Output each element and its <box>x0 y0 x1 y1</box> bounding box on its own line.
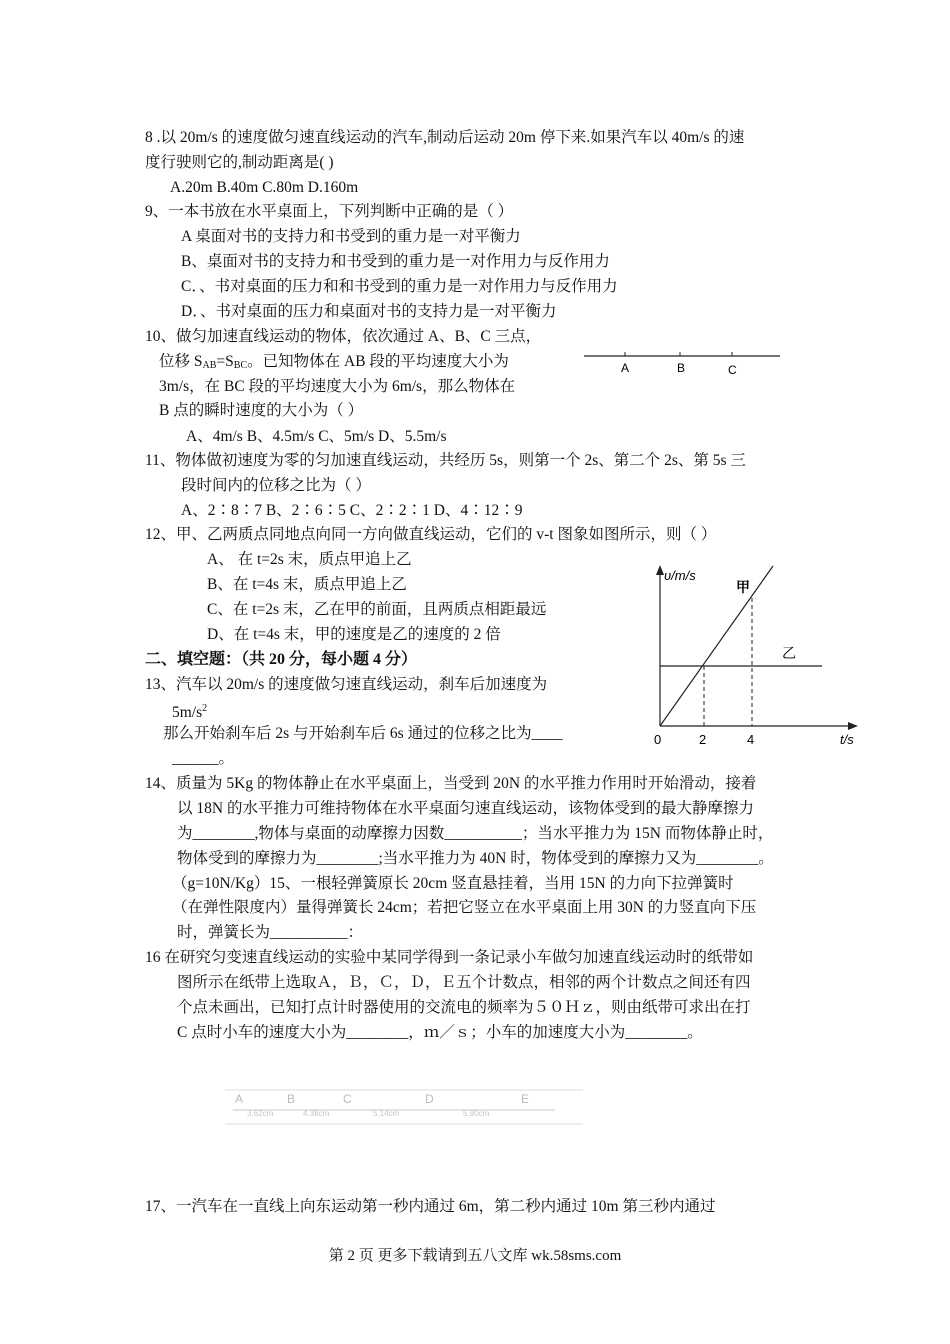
q12-stem: 12、甲、乙两质点同地点向同一方向做直线运动，它们的 v-t 图象如图所示，则（ ） <box>145 526 717 543</box>
q10-line3: 3m/s，在 BC 段的平均速度大小为 6m/s，那么物体在 <box>159 378 516 395</box>
q11-options: A、2∶8∶7 B、2∶6∶5 C、2∶2∶1 D、4∶12∶9 <box>181 502 523 519</box>
vt-tick-4: 4 <box>747 732 755 747</box>
q9-option-d: D．、书对桌面的压力和桌面对书的支持力是一对平衡力 <box>181 303 557 320</box>
q14-line1: 14、质量为 5Kg 的物体静止在水平桌面上，当受到 20N 的水平推力作用时开始滑动，接着 <box>145 775 757 792</box>
page-footer: 第 2 页 更多下载请到五八文库 wk.58sms.com <box>328 1248 622 1264</box>
q12-option-c: C、在 t=2s 末，乙在甲的前面，且两质点相距最远 <box>207 601 547 618</box>
q17-line1: 17、一汽车在一直线上向东运动第一秒内通过 6m，第二秒内通过 10m 第三秒内通过 <box>145 1198 716 1215</box>
q11-line2: 段时间内的位移之比为（ ） <box>181 477 371 494</box>
tape-label-b: B <box>287 1092 296 1106</box>
section-fill-in-blank-title: 二、填空题：（共 20 分，每小题 4 分） <box>145 651 418 668</box>
q8-line2: 度行驶则它的,制动距离是( ) <box>145 154 334 171</box>
vt-tick-2: 2 <box>699 732 707 747</box>
tape-measure-bc: 4.38cm <box>303 1109 330 1118</box>
vt-origin: 0 <box>654 732 662 747</box>
q15-line1: （g=10N/Kg）15、一根轻弹簧原长 20cm 竖直悬挂着，当用 15N 的力向下拉弹簧时 <box>172 875 734 892</box>
q13-unit: 5m/s <box>172 704 203 721</box>
q9-stem: 9、一本书放在水平桌面上，下列判断中正确的是（ ） <box>145 203 514 220</box>
q13-line1: 13、汽车以 20m/s 的速度做匀速直线运动，刹车后加速度为 <box>145 676 548 693</box>
q14-line4: 物体受到的摩擦力为________;当水平推力为 40N 时，物体受到的摩擦力又为________。 <box>177 850 774 867</box>
q15-line3: 时，弹簧长为__________： <box>177 924 364 941</box>
q13-line4: ______。 <box>172 750 235 767</box>
q8-line1: 8 .以 20m/s 的速度做匀速直线运动的汽车,制动后运动 20m 停下来.如果汽车以 40m/s 的速 <box>145 129 745 146</box>
tape-label-a: A <box>235 1092 244 1106</box>
vt-y-axis-label: υ/m/s <box>664 568 696 583</box>
q10-options: A、4m/s B、4.5m/s C、5m/s D、5.5m/s <box>186 428 447 445</box>
q8-options: A.20m B.40m C.80m D.160m <box>170 179 359 196</box>
q12-option-d: D、在 t=4s 末，甲的速度是乙的速度的 2 倍 <box>207 626 501 643</box>
q10-line2-mid: =S <box>216 353 234 370</box>
abc-line-figure <box>580 345 785 380</box>
q14-line2: 以 18N 的水平推力可维持物体在水平桌面匀速直线运动，该物体受到的最大静摩擦力 <box>177 800 754 817</box>
q10-sub-ab: AB <box>202 360 217 371</box>
vt-x-axis-label: t/s <box>840 732 854 747</box>
q9-option-b: B、桌面对书的支持力和书受到的重力是一对作用力与反作用力 <box>181 253 610 270</box>
q10-line4: B 点的瞬时速度的大小为（ ） <box>159 402 364 419</box>
q10-sub-bc: BC <box>233 360 248 371</box>
label-b: B <box>677 361 686 375</box>
q12-option-b: B、在 t=4s 末，质点甲追上乙 <box>207 576 407 593</box>
q16-line1: 16 在研究匀变速直线运动的实验中某同学得到一条记录小车做匀加速直线运动时的纸带如 <box>145 949 754 966</box>
tape-measure-de: 5.90cm <box>463 1109 490 1118</box>
q13-unit-sup: 2 <box>202 703 208 714</box>
q13-line2 <box>172 699 207 723</box>
q10-line2 <box>159 352 509 376</box>
tape-label-d: D <box>425 1092 434 1106</box>
q16-line2: 图所示在纸带上选取Ａ，Ｂ，Ｃ，Ｄ，Ｅ五个计数点，相邻的两个计数点之间还有四 <box>177 974 751 991</box>
q14-line3: 为________,物体与桌面的动摩擦力因数__________；当水平推力为 15N 而物体静止时， <box>177 825 774 842</box>
vt-series-jia: 甲 <box>736 579 750 595</box>
q9-option-c: C．、书对桌面的压力和和书受到的重力是一对作用力与反作用力 <box>181 278 618 295</box>
tape-measure-ab: 3.62cm <box>247 1109 274 1118</box>
vt-series-yi: 乙 <box>782 645 796 661</box>
q10-line1: 10、做匀加速直线运动的物体，依次通过 A、B、C 三点， <box>145 328 542 345</box>
q16-line3: 个点未画出，已知打点计时器使用的交流电的频率为５０Ｈｚ，则由纸带可求出在打 <box>177 999 751 1016</box>
tape-label-e: E <box>521 1092 530 1106</box>
q12-option-a: A、 在 t=2s 末，质点甲追上乙 <box>207 551 412 568</box>
q11-line1: 11、物体做初速度为零的匀加速直线运动，共经历 5s，则第一个 2s、第二个 2s、第 5s 三 <box>145 452 746 469</box>
tape-label-c: C <box>343 1092 352 1106</box>
q10-line2-pre: 位移 S <box>159 353 203 370</box>
label-a: A <box>621 361 630 375</box>
q16-line4: C 点时小车的速度大小为________，ｍ／ｓ；小车的加速度大小为________。 <box>177 1024 703 1041</box>
q15-line2: （在弹性限度内）量得弹簧长 24cm；若把它竖立在水平桌面上用 30N 的力竖直向下压 <box>172 899 757 916</box>
vt-graph <box>640 560 880 755</box>
q13-line3: 那么开始刹车后 2s 与开始刹车后 6s 通过的位移之比为____ <box>163 725 563 742</box>
tape-measure-cd: 5.14cm <box>373 1109 400 1118</box>
q10-line2-post: 。已知物体在 AB 段的平均速度大小为 <box>247 353 509 370</box>
q9-option-a: A 桌面对书的支持力和书受到的重力是一对平衡力 <box>181 228 521 245</box>
paper-tape-figure <box>225 1086 585 1128</box>
label-c: C <box>728 363 737 377</box>
